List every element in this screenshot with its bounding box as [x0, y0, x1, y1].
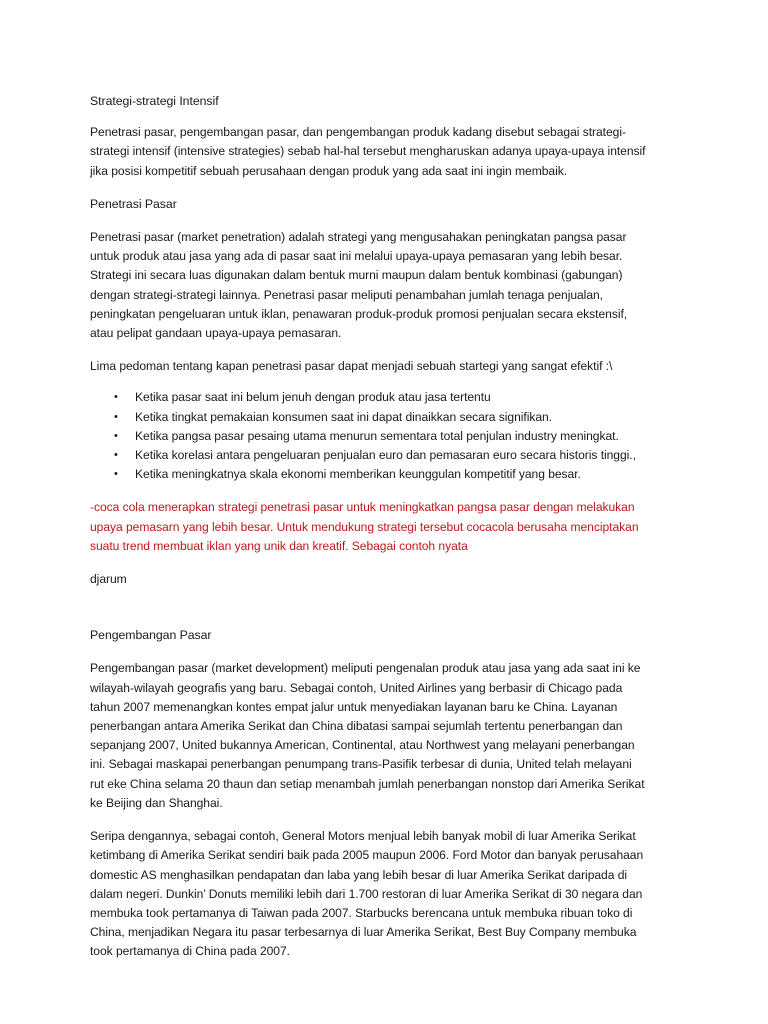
paragraph-line: untuk produk atau jasa yang ada di pasar saat ini melalui upaya-upaya pemasaran yang lebih besar.: [90, 249, 623, 264]
spacer: [90, 111, 690, 123]
paragraph-line: ini. Sebagai maskapai penerbangan penumpang trans-Pasifik terbesar di dunia, United telah melayani: [90, 757, 632, 772]
paragraph-line: dalam negeri. Dunkin’ Donuts memiliki lebih dari 1.700 restoran di luar Amerika Serikat di 30 negara dan: [90, 886, 643, 901]
paragraph-line: ke Beijing dan Shanghai.: [90, 795, 223, 810]
list-item: [90, 427, 690, 446]
spacer: [90, 181, 690, 195]
list-item: [90, 408, 690, 427]
paragraph-line: membuka took pertamanya di Taiwan pada 2007. Starbucks berencana untuk membuka ribuan toko di: [90, 905, 633, 920]
paragraph-line: Pengembangan pasar (market development) meliputi pengenalan produk atau jasa yang ada saat ini ke: [90, 661, 641, 676]
bullet-icon: •: [114, 391, 118, 404]
coca-cola-note: [90, 498, 690, 556]
bullet-icon: •: [114, 449, 118, 462]
list-item: [90, 465, 690, 484]
paragraph-line: Seripa dengannya, sebagai contoh, General Motors menjual lebih banyak mobil di luar Amerika Serikat: [90, 829, 636, 844]
spacer: [90, 589, 690, 626]
list-item-text: Ketika tingkat pemakaian konsumen saat ini dapat dinaikkan secara signifikan.: [135, 409, 552, 424]
paragraph-line: domestic AS menghasilkan pendapatan dan laba yang lebih besar di luar Amerika Serikat daripada di: [90, 867, 628, 882]
spacer: [90, 214, 690, 228]
spacer: [90, 484, 690, 498]
document-page: [90, 92, 690, 962]
note-line: suatu trend membuat iklan yang unik dan kreatif. Sebagai contoh nyata: [90, 538, 468, 553]
paragraph-line: dengan strategi-strategi lainnya. Penetrasi pasar meliputi penambahan jumlah tenaga penjualan,: [90, 287, 603, 302]
paragraph-line: rut eke China selama 20 thaun dan setiap menambah jumlah penerbangan nonstop dari Amerika Serikat: [90, 776, 645, 791]
section-heading-pengembangan-pasar: Pengembangan Pasar: [90, 628, 212, 643]
paragraph-line: ketimbang di Amerika Serikat sendiri baik pada 2005 maupun 2006. Ford Motor dan banyak perusahaan: [90, 848, 644, 863]
bullet-icon: •: [114, 468, 118, 481]
paragraph-line: Strategi ini secara luas digunakan dalam bentuk murni maupun dalam bentuk kombinasi (gabungan): [90, 268, 623, 283]
spacer: [90, 645, 690, 659]
bullet-icon: •: [114, 429, 118, 442]
paragraph-line: penerbangan antara Amerika Serikat dan China dibatasi sampai sejumlah tertentu penerbangan dan: [90, 719, 623, 734]
spacer: [90, 376, 690, 388]
paragraph-line: peningkatan pengeluaran untuk iklan, penawaran produk-produk promosi penjualan secara ekstensif,: [90, 306, 628, 321]
list-item-text: Ketika pasar saat ini belum jenuh dengan produk atau jasa tertentu: [135, 390, 491, 405]
paragraph-line: Penetrasi pasar (market penetration) adalah strategi yang mengusahakan peningkatan pangsa pasar: [90, 230, 627, 245]
paragraph-line: took pertamanya di China pada 2007.: [90, 944, 290, 959]
list-item-text: Ketika korelasi antara pengeluaran penjualan euro dan pemasaran euro secara historis tinggi.,: [135, 448, 636, 463]
penetrasi-paragraph: [90, 228, 690, 343]
spacer: [90, 343, 690, 357]
paragraph-line: atau pelipat gandaan upaya-upaya pemasaran.: [90, 326, 342, 341]
intro-paragraph: [90, 123, 690, 181]
paragraph-line: strategi intensif (intensive strategies) sebab hal-hal tersebut mengharuskan adanya upaya-upaya intensif: [90, 144, 646, 159]
note-line: -coca cola menerapkan strategi penetrasi pasar untuk meningkatkan pangsa pasar dengan melakukan: [90, 500, 635, 515]
example-text: djarum: [90, 572, 127, 587]
section-heading-penetrasi-pasar: Penetrasi Pasar: [90, 196, 177, 211]
paragraph-line: China, menjadikan Negara itu pasar terbesarnya di luar Amerika Serikat, Best Buy Company membuka: [90, 925, 637, 940]
pengembangan-paragraph-1: [90, 659, 690, 813]
spacer: [90, 556, 690, 570]
list-item-text: Ketika pangsa pasar pesaing utama menurun sementara total penjulan industry meningkat.: [135, 428, 619, 443]
list-item: [90, 388, 690, 407]
paragraph-line: jika posisi kompetitif sebuah perusahaan dengan produk yang ada saat ini ingin membaik.: [90, 163, 568, 178]
document-title: Strategi-strategi Intensif: [90, 94, 219, 108]
paragraph-line: sepanjang 2007, United bukannya American, Continental, atau Northwest yang melayani penerbangan: [90, 738, 635, 753]
paragraph-line: tahun 2007 memenangkan kontes empat jalur untuk menyediakan layanan baru ke China. Layanan: [90, 699, 618, 714]
guidelines-list: [90, 388, 690, 484]
paragraph-line: wilayah-wilayah geografis yang baru. Sebagai contoh, United Airlines yang berbasir di Chicago pada: [90, 680, 623, 695]
paragraph-line: Penetrasi pasar, pengembangan pasar, dan pengembangan produk kadang disebut sebagai strategi-: [90, 125, 626, 140]
list-item-text: Ketika meningkatnya skala ekonomi memberikan keunggulan kompetitif yang besar.: [135, 467, 581, 482]
bullet-icon: •: [114, 410, 118, 423]
note-line: upaya pemasarn yang lebih besar. Untuk mendukung strategi tersebut cocacola berusaha menciptakan: [90, 519, 639, 534]
guidelines-intro: Lima pedoman tentang kapan penetrasi pasar dapat menjadi sebuah startegi yang sangat efektif :\: [90, 359, 613, 374]
spacer: [90, 813, 690, 827]
list-item: [90, 446, 690, 465]
pengembangan-paragraph-2: [90, 827, 690, 961]
